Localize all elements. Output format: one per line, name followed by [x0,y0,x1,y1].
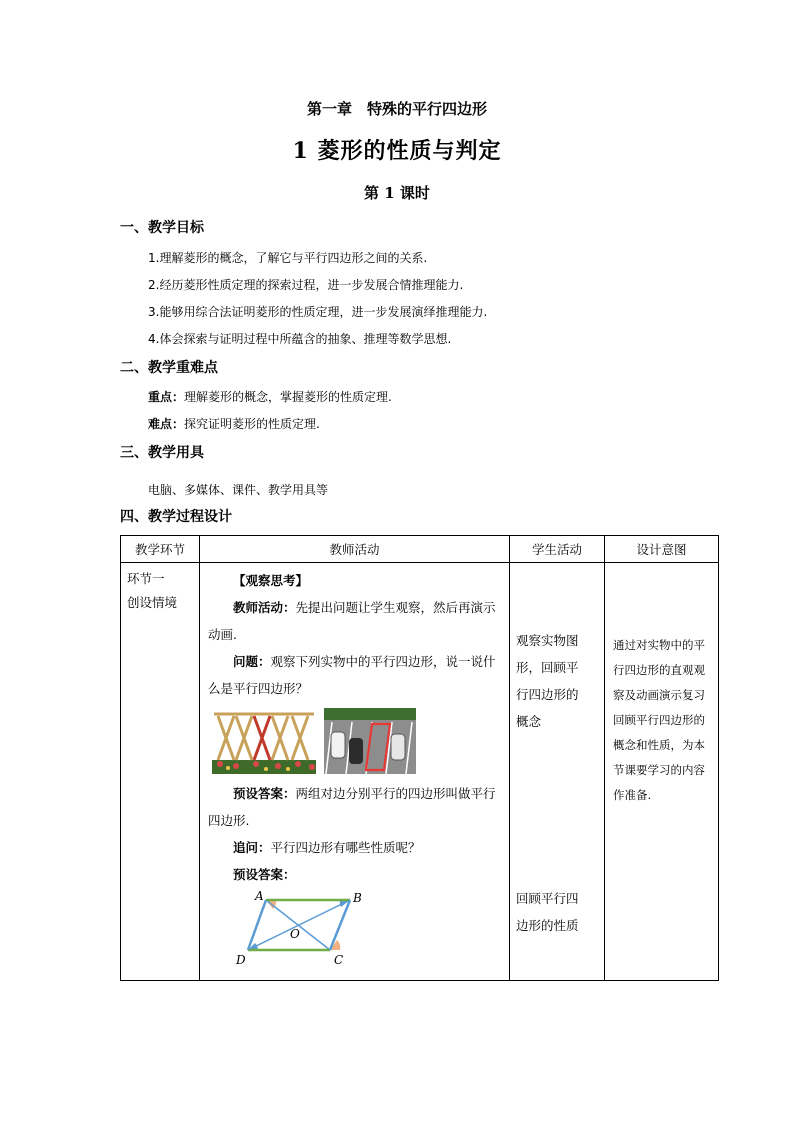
teacher-text: 先提出问题让学生观察，然后再演示动画. [208,600,496,642]
fence-image [212,708,316,774]
difficulty-label: 难点： [148,417,185,431]
design-intent-text: 通过对实物中的平行四边形的直观观察及动画演示复习回顾平行四边形的概念和性质，为本节课要学习的内容作准备. [613,638,705,802]
table-header-row [121,536,719,563]
key-points-heading: 二、教学重难点 [120,360,218,376]
student-activity-cell [510,563,605,981]
chapter-heading: 第一章 特殊的平行四边形 [306,100,487,118]
stage-number: 环节一 [127,571,165,586]
page-title: 1 菱形的性质与判定 [292,138,502,164]
column-header: 教师活动 [200,536,510,563]
center-label-o: O [290,927,300,941]
answer1-text: 两组对边分别平行的四边形叫做平行四边形. [208,786,496,828]
answer2-label: 预设答案： [233,867,296,882]
difficulty-line [148,415,320,432]
vertex-label-d: D [236,953,246,967]
followup-label: 追问： [233,840,271,855]
column-header: 教学环节 [121,536,200,563]
goal-item: 4.体会探索与证明过程中所蕴含的抽象、推理等数学思想. [148,332,452,346]
parking-image [324,708,416,774]
column-header: 设计意图 [605,536,719,563]
parallelogram-diagram [228,888,378,970]
teacher-activity-paragraph [208,594,503,648]
goal-item: 1.理解菱形的概念，了解它与平行四边形之间的关系. [148,251,428,265]
key-point-line [148,388,392,405]
stage-cell [121,563,200,981]
tools-heading: 三、教学用具 [120,445,204,461]
vertex-label-a: A [255,889,264,903]
process-heading: 四、教学过程设计 [120,509,232,525]
fence-and-parking-images [212,708,422,774]
student-activity-2: 回顾平行四边形的性质 [516,891,579,933]
vertex-label-c: C [334,953,344,967]
observe-title: 【观察思考】 [233,573,309,588]
vertex-label-b: B [353,891,362,905]
followup-text: 平行四边形有哪些性质呢？ [270,840,421,855]
stage-name: 创设情境 [127,595,178,610]
answer1-paragraph [208,780,503,834]
student-activity-1: 观察实物图形，回顾平行四边形的概念 [516,633,579,729]
question-paragraph [208,648,503,702]
lesson-heading: 第 1 课时 [364,184,430,202]
followup-paragraph [208,834,503,861]
table-row [121,563,719,981]
difficulty-text: 探究证明菱形的性质定理. [184,417,320,431]
goal-item: 3.能够用综合法证明菱形的性质定理，进一步发展演绎推理能力. [148,305,488,319]
teacher-label: 教师活动： [233,600,296,615]
process-table [120,535,719,981]
question-text: 观察下列实物中的平行四边形，说一说什么是平行四边形？ [208,654,496,696]
goals-heading: 一、教学目标 [120,220,204,236]
key-text: 理解菱形的概念，掌握菱形的性质定理. [184,390,392,404]
tools-text: 电脑、多媒体、课件、教学用具等 [148,483,329,497]
design-intent-cell [605,563,719,981]
example-photos [212,708,503,774]
goal-item: 2.经历菱形性质定理的探索过程，进一步发展合情推理能力. [148,278,464,292]
column-header: 学生活动 [510,536,605,563]
teacher-activity-cell [200,563,510,981]
key-label: 重点： [148,390,185,404]
answer1-label: 预设答案： [233,786,296,801]
question-label: 问题： [233,654,271,669]
